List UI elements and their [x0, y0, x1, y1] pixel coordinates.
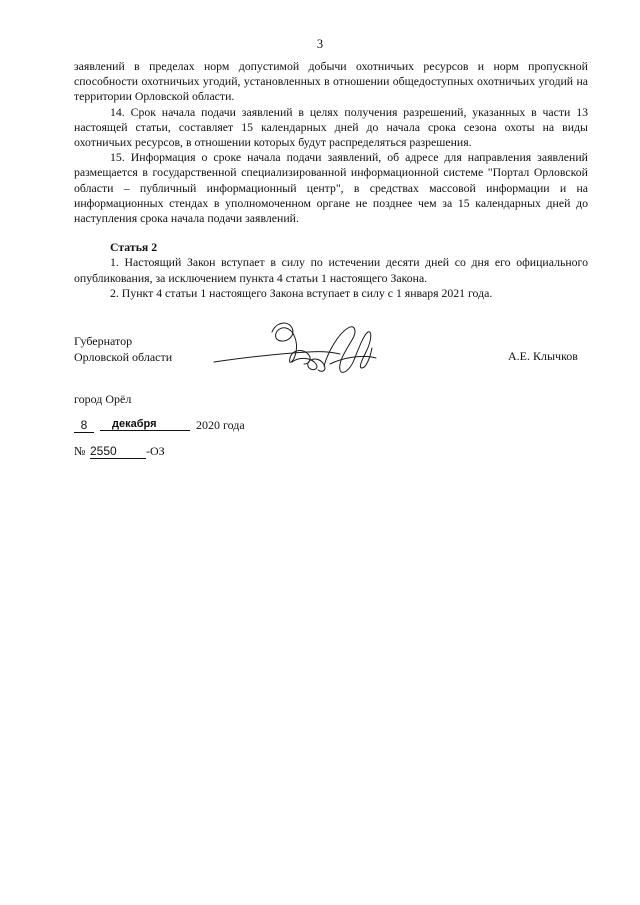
handwritten-signature — [212, 318, 380, 380]
number-sign: № — [74, 444, 86, 458]
paragraph-15: 15. Информация о сроке начала подачи заявлений, об адресе для направления заявлений размещается в государственной специализированной информационной системе "Портал Орловской области – публичный информационный центр", в средствах массовой информации и на информационных стендах в уполномоченном органе не позднее чем за 15 календарных дней до наступления срока начала подачи заявлений. — [74, 150, 588, 226]
date-day: 8 — [74, 418, 94, 433]
page-number: 3 — [316, 37, 324, 51]
city: город Орёл — [74, 392, 132, 406]
signer-name: А.Е. Клычков — [508, 349, 578, 363]
signing-date — [74, 418, 274, 434]
article-2-item-2: 2. Пункт 4 статьи 1 настоящего Закона вступает в силу с 1 января 2021 года. — [110, 285, 493, 300]
date-year: 2020 года — [196, 418, 245, 432]
article-2-item-1: 1. Настоящий Закон вступает в силу по истечении десяти дней со дня его официального опубликования, за исключением пункта 4 статьи 1 настоящего Закона. — [74, 255, 588, 285]
number-suffix: -ОЗ — [146, 444, 165, 458]
date-month: декабря — [100, 418, 190, 431]
signer-position — [74, 333, 172, 365]
law-number — [74, 444, 214, 460]
number-value: 2550 — [90, 444, 146, 459]
paragraph-continuation: заявлений в пределах норм допустимой добычи охотничьих ресурсов и норм пропускной способности охотничьих угодий, установленных в отношении общедоступных охотничьих угодий на территории Орловской области. — [74, 59, 588, 104]
law-text — [74, 59, 588, 301]
article-2-title: Статья 2 — [110, 240, 158, 255]
signer-position-line-1: Губернатор — [74, 334, 133, 348]
paragraph-14: 14. Срок начала подачи заявлений в целях получения разрешений, указанных в части 13 настоящей статьи, составляет 15 календарных дней до начала срока сезона охоты на виды охотничьих ресурсов, в отношении которых будут распределяться разрешения. — [74, 104, 588, 150]
signer-position-line-2: Орловской области — [74, 350, 173, 364]
